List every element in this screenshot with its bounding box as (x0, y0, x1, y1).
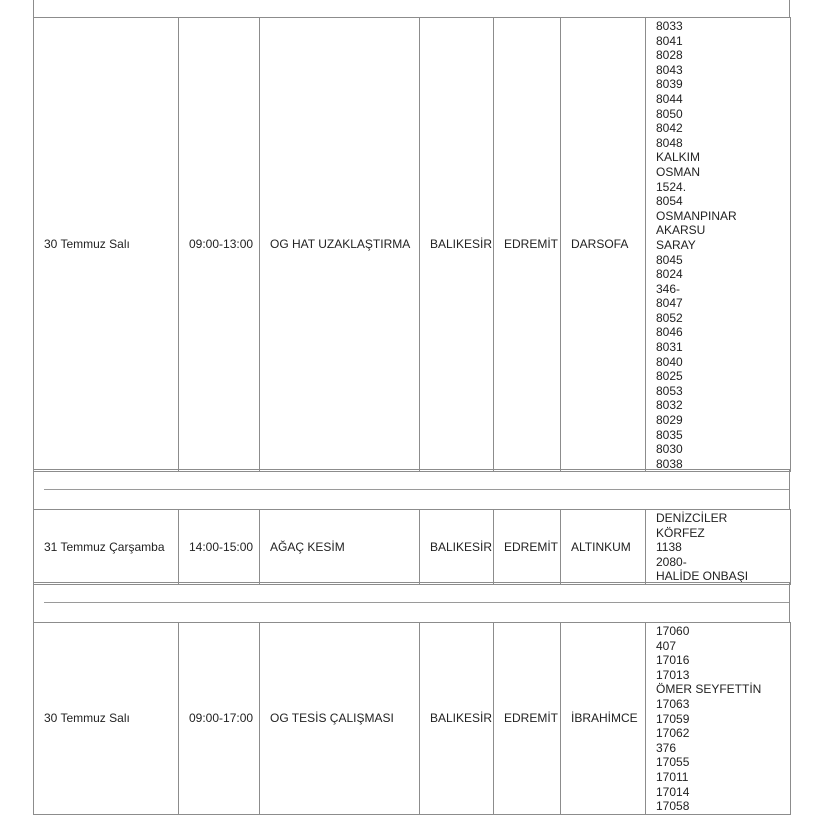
place-item: 17055 (656, 755, 690, 770)
work-type-cell: OG TESİS ÇALIŞMASI (260, 623, 420, 815)
place-item: 8044 (656, 91, 683, 106)
affected-places-cell (646, 18, 791, 472)
place-item: 17062 (656, 726, 690, 741)
affected-places-cell (646, 510, 791, 585)
table-separator (33, 582, 790, 623)
place-item: 2080- (656, 554, 687, 569)
place-item: 8033 (656, 19, 683, 33)
outage-row-table (33, 509, 791, 585)
separator-line (44, 489, 789, 490)
place-item: 8053 (656, 383, 683, 398)
place-item: HALİDE ONBAŞI (656, 569, 749, 584)
work-type-cell: OG HAT UZAKLAŞTIRMA (260, 18, 420, 472)
place-item: 17014 (656, 784, 690, 799)
place-item: 8032 (656, 398, 683, 413)
table-row (34, 623, 791, 815)
outage-table-container (33, 0, 790, 815)
date-cell: 30 Temmuz Salı (34, 18, 179, 472)
time-cell: 09:00-17:00 (179, 623, 260, 815)
place-item: 8031 (656, 340, 683, 355)
neighborhood-cell: ALTINKUM (561, 510, 646, 585)
date-cell: 30 Temmuz Salı (34, 623, 179, 815)
place-item: 17011 (656, 769, 689, 784)
time-cell: 14:00-15:00 (179, 510, 260, 585)
place-item: 8048 (656, 135, 683, 150)
place-item: SARAY (656, 237, 696, 252)
place-item: ÖMER SEYFETTİN (656, 682, 762, 697)
place-item: 8029 (656, 413, 683, 428)
place-item: OSMAN (656, 164, 701, 179)
work-type-cell: AĞAÇ KESİM (260, 510, 420, 585)
place-item: 8040 (656, 354, 683, 369)
place-item: 407 (656, 638, 677, 653)
place-item: 1524. (656, 179, 687, 194)
province-cell: BALIKESİR (420, 623, 494, 815)
place-item: AKARSU (656, 223, 706, 238)
place-item: 17058 (656, 799, 690, 814)
table-row (34, 510, 791, 585)
place-item: 17063 (656, 696, 690, 711)
affected-places-cell (646, 623, 791, 815)
place-item: 8038 (656, 456, 683, 471)
place-item: 376 (656, 740, 677, 755)
place-item: 17059 (656, 711, 690, 726)
time-cell: 09:00-13:00 (179, 18, 260, 472)
place-item: 8046 (656, 325, 683, 340)
place-item: 8054 (656, 194, 683, 209)
district-cell: EDREMİT (494, 623, 561, 815)
neighborhood-cell: DARSOFA (561, 18, 646, 472)
table-separator (33, 0, 790, 18)
place-item: 8035 (656, 427, 683, 442)
date-cell: 31 Temmuz Çarşamba (34, 510, 179, 585)
province-cell: BALIKESİR (420, 18, 494, 472)
place-item: KÖRFEZ (656, 525, 705, 540)
place-item: 8024 (656, 267, 683, 282)
outage-row-table (33, 622, 791, 815)
place-item: 1138 (656, 540, 682, 555)
table-separator (33, 469, 790, 510)
district-cell: EDREMİT (494, 510, 561, 585)
place-item: 8030 (656, 442, 683, 457)
place-item: OSMANPINAR (656, 208, 737, 223)
place-item: KALKIM (656, 150, 701, 165)
neighborhood-cell: İBRAHİMCE (561, 623, 646, 815)
outage-row-table (33, 17, 791, 472)
place-item: 8025 (656, 369, 683, 384)
district-cell: EDREMİT (494, 18, 561, 472)
table-row (34, 18, 791, 472)
place-item: 8042 (656, 121, 683, 136)
place-item: 8047 (656, 296, 683, 311)
place-item: 346- (656, 281, 681, 296)
place-item: 8028 (656, 48, 683, 63)
place-item: 8039 (656, 77, 683, 92)
place-item: 8050 (656, 106, 683, 121)
place-item: 8043 (656, 62, 683, 77)
place-item: 17060 (656, 624, 690, 638)
separator-line (44, 602, 789, 603)
place-item: 8052 (656, 310, 683, 325)
place-item: 8045 (656, 252, 683, 267)
place-item: DENİZCİLER (656, 511, 728, 525)
place-item: 17013 (656, 667, 690, 682)
place-item: 8041 (656, 33, 683, 48)
place-item: 17016 (656, 653, 690, 668)
province-cell: BALIKESİR (420, 510, 494, 585)
